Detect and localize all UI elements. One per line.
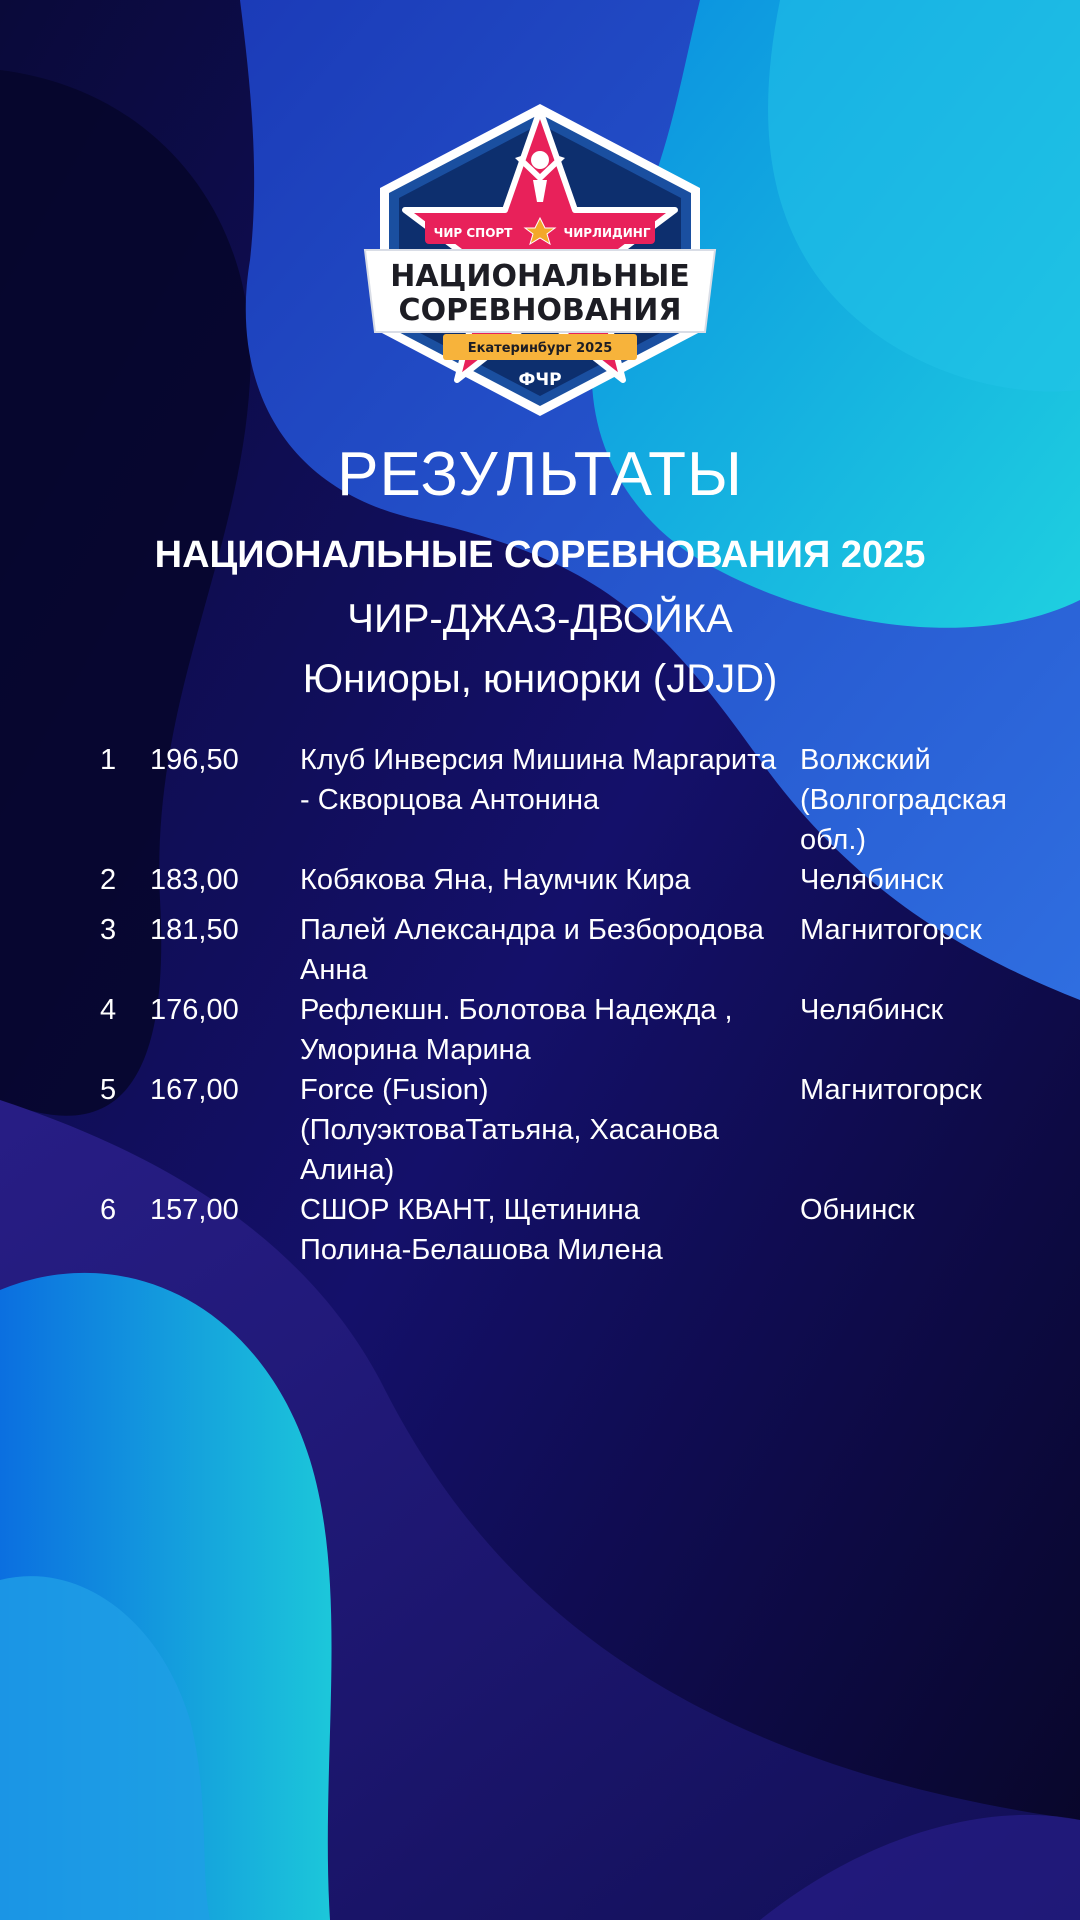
result-row	[0, 910, 1080, 990]
result-team-line: Кобякова Яна, Наумчик Кира	[300, 864, 691, 896]
result-city-line: Волжский	[800, 744, 931, 776]
page-title: РЕЗУЛЬТАТЫ	[337, 440, 743, 509]
age-category: Юниоры, юниорки (JDJD)	[302, 657, 778, 701]
logo-bottom-mark: ФЧР	[518, 370, 562, 390]
result-city-line: (Волгоградская	[800, 784, 1007, 816]
result-place: 6	[100, 1194, 117, 1226]
result-score: 167,00	[150, 1074, 239, 1106]
result-city	[800, 990, 1030, 1030]
result-city-line: обл.)	[800, 824, 867, 856]
result-city	[800, 740, 1030, 860]
result-team-line: (ПолуэктоваТатьяна, Хасанова	[300, 1114, 719, 1146]
result-row	[0, 740, 1080, 860]
result-city	[800, 910, 1030, 950]
result-team-line: Анна	[300, 954, 368, 986]
result-team	[300, 740, 800, 820]
result-team	[300, 910, 800, 990]
result-place: 4	[100, 994, 117, 1026]
logo-top-right: ЧИРЛИДИНГ	[563, 226, 651, 240]
logo-top-left: ЧИР СПОРТ	[433, 226, 513, 240]
result-place: 2	[100, 864, 117, 896]
results-table	[0, 740, 1080, 1270]
result-team-line: СШОР КВАНТ, Щетинина	[300, 1194, 640, 1226]
result-city-line: Челябинск	[800, 864, 944, 896]
result-place: 3	[100, 914, 117, 946]
result-city	[800, 860, 1030, 900]
result-score: 196,50	[150, 744, 239, 776]
result-row	[0, 990, 1080, 1070]
discipline-name: ЧИР-ДЖАЗ-ДВОЙКА	[347, 597, 733, 641]
result-team	[300, 1190, 800, 1270]
competition-name: НАЦИОНАЛЬНЫЕ СОРЕВНОВАНИЯ 2025	[154, 534, 926, 576]
result-team	[300, 990, 800, 1070]
result-score: 157,00	[150, 1194, 239, 1226]
result-team-line: Force (Fusion)	[300, 1074, 489, 1106]
result-score: 181,50	[150, 914, 239, 946]
result-place: 1	[100, 744, 117, 776]
result-team-line: Уморина Марина	[300, 1034, 531, 1066]
result-city-line: Магнитогорск	[800, 1074, 982, 1106]
result-score: 183,00	[150, 864, 239, 896]
result-city	[800, 1070, 1030, 1110]
result-team	[300, 860, 800, 900]
logo-ribbon: Екатеринбург 2025	[467, 341, 613, 356]
result-city-line: Челябинск	[800, 994, 944, 1026]
result-score: 176,00	[150, 994, 239, 1026]
result-city-line: Обнинск	[800, 1194, 915, 1226]
result-team	[300, 1070, 800, 1190]
result-team-line: Клуб Инверсия Мишина Маргарита	[300, 744, 777, 776]
competition-logo	[355, 100, 725, 420]
result-row	[0, 860, 1080, 900]
result-team-line: Алина)	[300, 1154, 395, 1186]
result-row	[0, 1190, 1080, 1270]
result-city	[800, 1190, 1030, 1230]
result-team-line: Палей Александра и Безбородова	[300, 914, 764, 946]
result-team-line: - Скворцова Антонина	[300, 784, 600, 816]
logo-line-1: НАЦИОНАЛЬНЫЕ	[390, 259, 690, 294]
result-team-line: Полина-Белашова Милена	[300, 1234, 663, 1266]
result-row	[0, 1070, 1080, 1190]
result-team-line: Рефлекшн. Болотова Надежда ,	[300, 994, 733, 1026]
result-place: 5	[100, 1074, 117, 1106]
result-city-line: Магнитогорск	[800, 914, 982, 946]
logo-line-2: СОРЕВНОВАНИЯ	[398, 293, 682, 328]
